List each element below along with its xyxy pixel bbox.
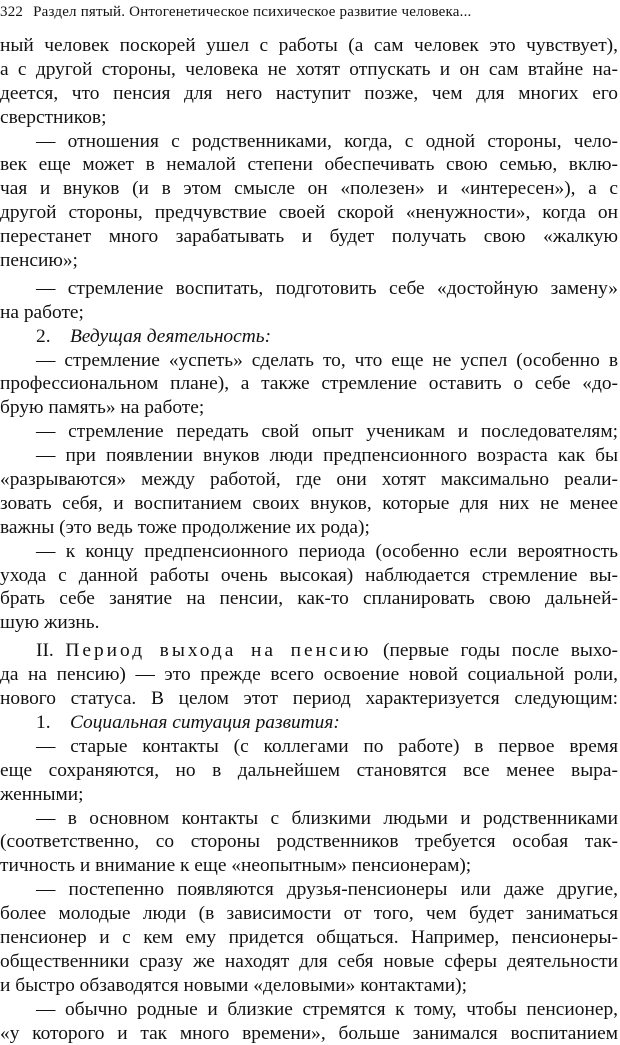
- page-body-text: [0, 34, 618, 1045]
- period-roman-numeral: II.: [36, 640, 54, 662]
- text-line: важны (это ведь тоже продолжение их рода);: [0, 516, 370, 538]
- text-line: — в основном контакты с близкими людьми и родственниками: [36, 807, 618, 829]
- text-line: — отношения с родственниками, когда, с одной стороны, чело-: [36, 130, 618, 152]
- text-line: зовать себя, и воспитанием своих внуков, которые для них не менее: [0, 492, 618, 514]
- text-line: «разрываются» между работой, где они хотят максимально реали-: [0, 469, 618, 491]
- text-line: а с другой стороны, человека не хотят отпускать и он сам втайне на-: [0, 58, 618, 80]
- text-line: пенсию»;: [0, 250, 78, 272]
- running-header: [0, 2, 620, 22]
- text-line: ный человек поскорей ушел с работы (а сам человек это чувствует),: [0, 35, 618, 56]
- text-line: — стремление воспитать, подготовить себе «достойную замену»: [36, 277, 618, 299]
- text-line: сверстников;: [0, 106, 107, 128]
- period-title-rest: (первые годы после выхо-: [383, 640, 618, 662]
- text-line: ухода с данной работы очень высокая) наблюдается стремление вы-: [0, 564, 618, 586]
- text-line: «у которого и так много времени», больше занимался воспитанием: [0, 1022, 618, 1044]
- text-line: (соответственно, со стороны родственников требуется особая так-: [0, 831, 618, 853]
- text-line: век еще может в немалой степени обеспечивать свою семью, вклю-: [0, 154, 618, 176]
- text-line: — постепенно появляются друзья-пенсионеры или даже другие,: [36, 879, 618, 901]
- heading-number: 1.: [36, 711, 51, 733]
- text-line: перестанет много зарабатывать и будет получать свою «жалкую: [0, 226, 618, 248]
- text-line: пенсионер и с кем ему придется общаться. Например, пенсионеры-: [0, 926, 618, 948]
- text-line: — стремление передать свой опыт ученикам и последователям;: [36, 421, 618, 443]
- section-heading-leading-activity: [0, 325, 618, 349]
- text-line: тичность и внимание к еще «неопытным» пенсионерам);: [0, 855, 472, 877]
- text-line: — обычно родные и близкие стремятся к тому, чтобы пенсионер,: [36, 998, 618, 1020]
- text-line: общественники сразу же находят для себя новые сферы деятельности: [0, 950, 618, 972]
- section-heading-retirement-period: [0, 639, 618, 663]
- text-line: — старые контакты (с коллегами по работе) в первое время: [36, 735, 618, 757]
- text-line: другой стороны, предчувствие своей скорой «ненужности», когда он: [0, 202, 618, 224]
- text-line: брать себе занятие на пенсии, как-то спланировать свою дальней-: [0, 588, 618, 610]
- text-line: более молодые люди (в зависимости от того, чем будет заниматься: [0, 903, 618, 925]
- text-line: и быстро обзаводятся новыми «деловыми» контактами);: [0, 974, 467, 996]
- text-line: еще сохраняются, но в дальнейшем становятся все менее выра-: [0, 759, 618, 781]
- heading-number: 2.: [36, 325, 51, 347]
- text-line: брую память» на работе;: [0, 397, 205, 419]
- heading-italic: Социальная ситуация развития:: [69, 711, 340, 733]
- text-line: профессиональном плане), а также стремление оставить о себе «до-: [0, 373, 618, 395]
- period-title-spaced: Период выхода на пенсию: [65, 640, 372, 662]
- text-line: женными;: [0, 783, 84, 805]
- running-title: Раздел пятый. Онтогенетическое психическое развитие человека...: [33, 4, 472, 20]
- section-heading-social-situation: [0, 711, 618, 735]
- text-line: — к концу предпенсионного периода (особенно если вероятность: [36, 540, 618, 562]
- text-line: на работе;: [0, 301, 84, 323]
- text-line: чая и внуков (и в этом смысле он «полезен» и «интересен»), а с: [0, 178, 618, 200]
- heading-italic: Ведущая деятельность:: [69, 325, 272, 347]
- text-line: деется, что пенсия для него наступит позже, чем для многих его: [0, 82, 618, 104]
- text-line: шую жизнь.: [0, 612, 100, 634]
- text-line: — при появлении внуков люди предпенсионного возраста как бы: [36, 445, 618, 467]
- text-line: — стремление «успеть» сделать то, что еще не успел (особенно в: [36, 349, 618, 371]
- page-number: 322: [0, 4, 24, 20]
- text-line: да на пенсию) — это прежде всего освоение новой социальной роли,: [0, 664, 618, 686]
- text-line: нового статуса. В целом этот период характеризуется следующим:: [0, 688, 618, 710]
